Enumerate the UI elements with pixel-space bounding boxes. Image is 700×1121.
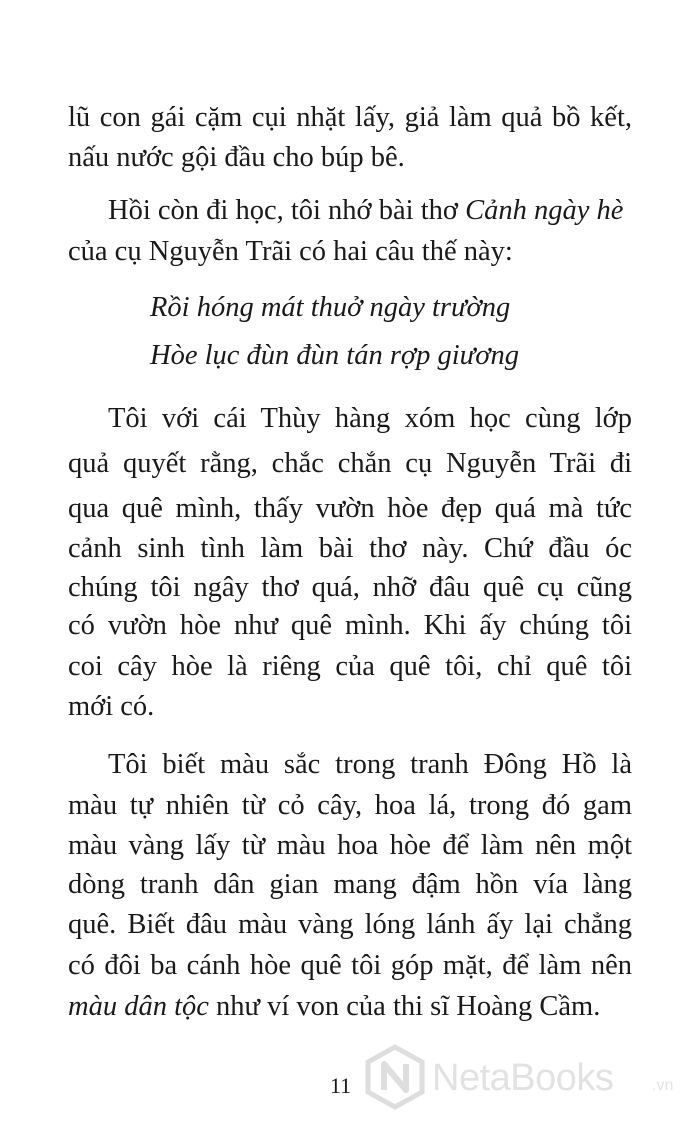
text-line: chúng tôi ngây thơ quá, nhỡ đâu quê cụ cũng — [68, 572, 632, 603]
text-line: qua quê mình, thấy vườn hòe đẹp quá mà tức — [68, 493, 632, 524]
text-line: quả quyết rằng, chắc chắn cụ Nguyễn Trãi đi — [68, 448, 632, 479]
watermark — [362, 1044, 692, 1112]
text-line: có đôi ba cánh hòe quê tôi góp mặt, để làm nên — [68, 950, 632, 981]
text-line: có vườn hòe như quê mình. Khi ấy chúng tôi — [68, 610, 632, 641]
text-line: màu tự nhiên từ cỏ cây, hoa lá, trong đó gam — [68, 790, 632, 821]
text-line: cảnh sinh tình làm bài thơ này. Chứ đầu óc — [68, 533, 632, 564]
text-line: mới có. — [68, 691, 155, 722]
netabooks-logo-icon — [362, 1044, 428, 1110]
text-line: Tôi biết màu sắc trong tranh Đông Hồ là — [108, 749, 632, 780]
text-line: của cụ Nguyễn Trãi có hai câu thế này: — [68, 236, 513, 267]
verse-line: Hòe lục đùn đùn tán rợp giương — [150, 340, 519, 371]
text-line: lũ con gái cặm cụi nhặt lấy, giả làm quả bồ kết, — [68, 102, 632, 133]
watermark-brand: NetaBooks — [432, 1057, 614, 1099]
text-line: màu vàng lấy từ màu hoa hòe để làm nên một — [68, 830, 632, 861]
text-segment: như ví von của thi sĩ Hoàng Cầm. — [208, 991, 601, 1022]
watermark-tld: .vn — [652, 1077, 674, 1094]
verse-line: Rồi hóng mát thuở ngày trường — [150, 292, 511, 323]
text-line — [108, 190, 632, 232]
text-segment: Hồi còn đi học, tôi nhớ bài thơ — [108, 195, 466, 226]
page-number: 11 — [330, 1073, 352, 1098]
italic-phrase: màu dân tộc — [68, 991, 209, 1022]
text-line — [68, 986, 632, 1028]
text-line: nấu nước gội đầu cho búp bê. — [68, 142, 405, 173]
text-line: Tôi với cái Thùy hàng xóm học cùng lớp — [108, 403, 632, 434]
text-line: dòng tranh dân gian mang đậm hồn vía làng — [68, 869, 632, 900]
poem-title: Cảnh ngày hè — [465, 195, 624, 226]
text-line: coi cây hòe là riêng của quê tôi, chỉ quê tôi — [68, 651, 632, 682]
text-line: quê. Biết đâu màu vàng lóng lánh ấy lại chẳng — [68, 909, 632, 940]
